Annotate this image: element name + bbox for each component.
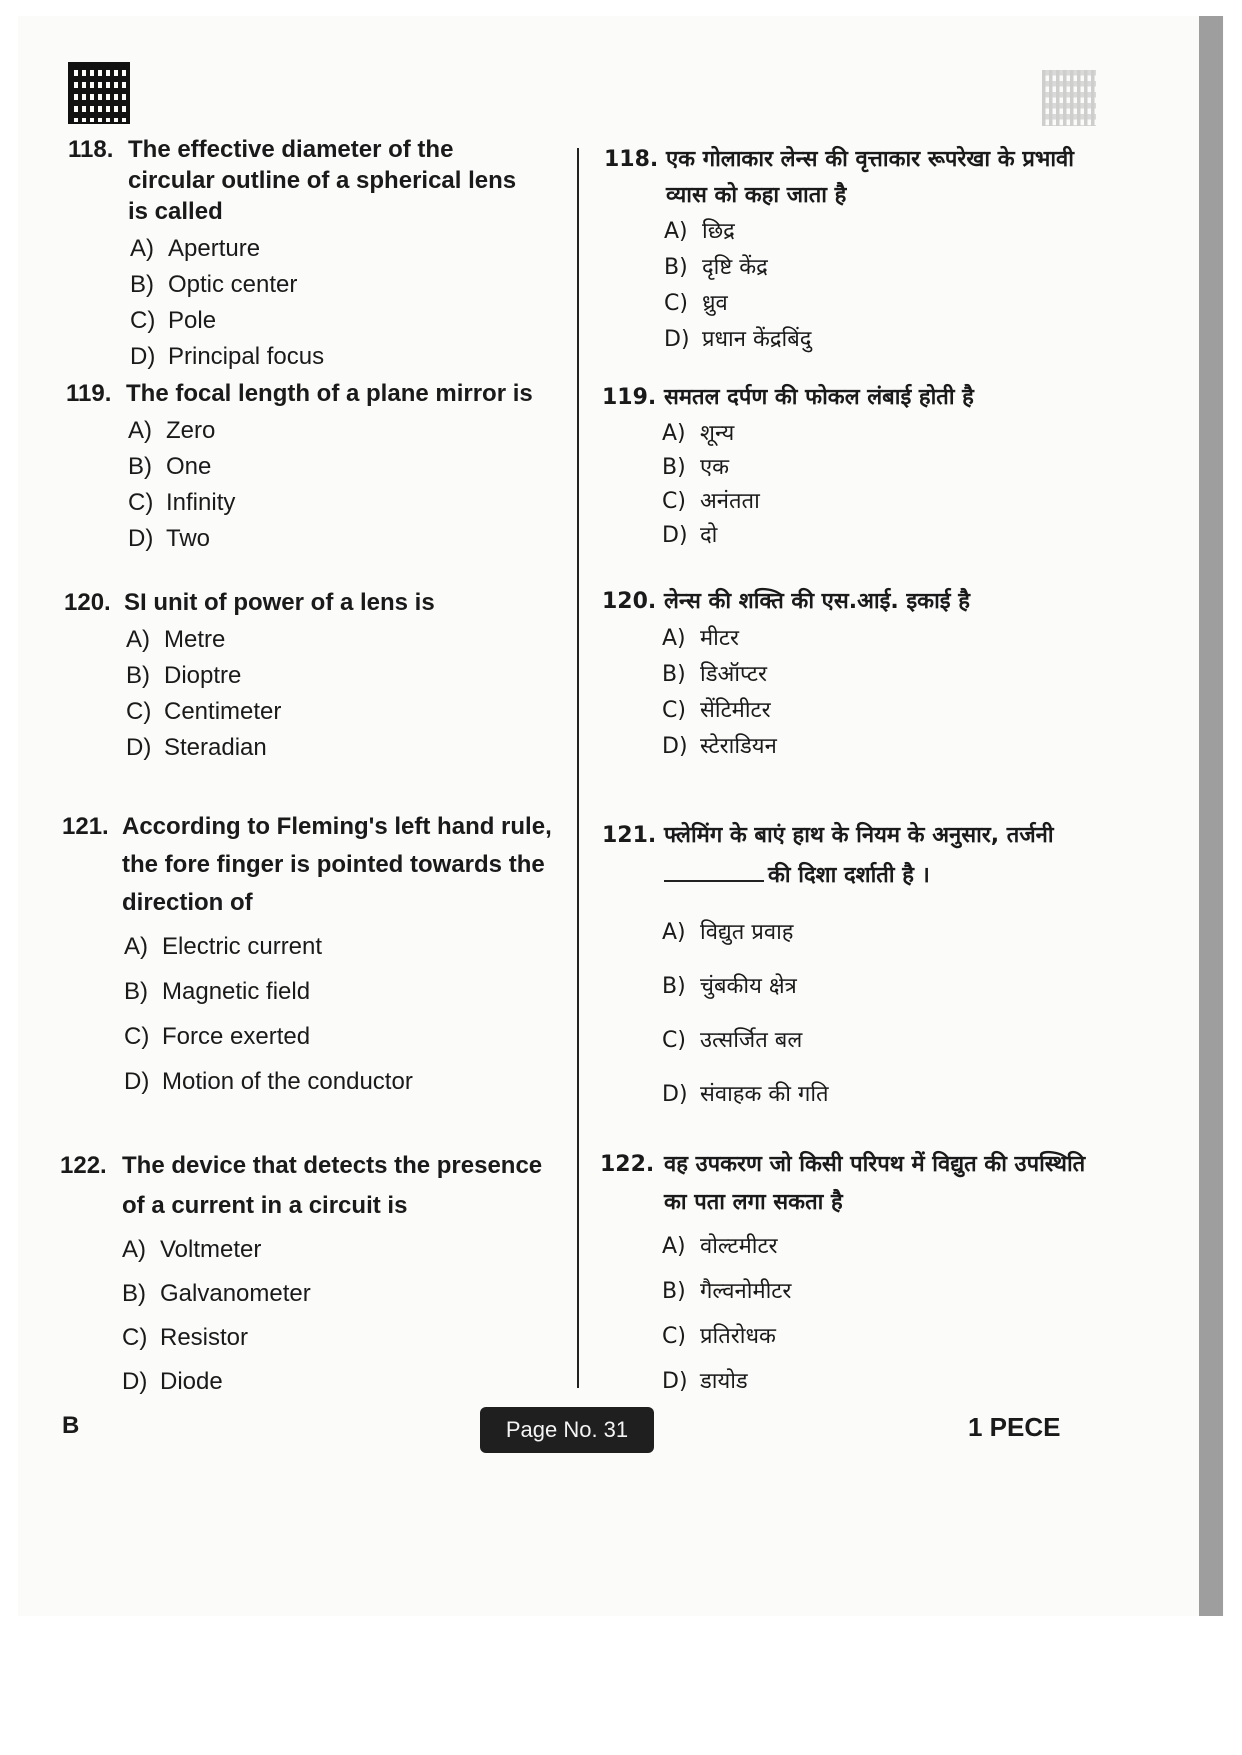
question-number: 122.: [600, 1152, 655, 1177]
question-number: 118.: [68, 136, 114, 163]
option-c: C) Pole: [130, 307, 217, 334]
option-b: B) एक: [662, 455, 730, 480]
question-number: 121.: [602, 823, 657, 848]
option-c: C) Resistor: [122, 1324, 249, 1351]
option-a: A) Voltmeter: [122, 1236, 262, 1263]
option-b: B) One: [128, 453, 212, 480]
option-a: A) वोल्टमीटर: [662, 1234, 778, 1259]
question-number: 122.: [60, 1152, 107, 1179]
option-a: A) Metre: [126, 626, 226, 653]
question-stem: वह उपकरण जो किसी परिपथ में विद्युत की उपस्थिति का पता लगा सकता है: [664, 1152, 1086, 1215]
option-a: A) विद्युत प्रवाह: [662, 920, 794, 945]
question-119-hi: [602, 382, 1102, 553]
option-b: B) गैल्वनोमीटर: [662, 1279, 792, 1304]
scan-edge: [1199, 16, 1223, 1616]
question-118-en: [68, 134, 538, 375]
question-120-hi: [602, 586, 1102, 765]
question-118-hi: [604, 142, 1104, 358]
question-stem: The effective diameter of the circular outline of a spherical lens is called: [128, 136, 517, 225]
question-121-hi: [602, 816, 1102, 1122]
question-stem: The focal length of a plane mirror is: [126, 380, 533, 407]
option-d: D) स्टेराडियन: [662, 734, 777, 759]
option-b: B) Optic center: [130, 271, 298, 298]
option-d: D) डायोड: [662, 1369, 748, 1394]
option-b: B) चुंबकीय क्षेत्र: [662, 974, 797, 999]
option-b: B) डिऑप्टर: [662, 662, 767, 687]
question-number: 120.: [602, 589, 657, 614]
option-c: C) Centimeter: [126, 698, 282, 725]
option-b: B) दृष्टि केंद्र: [664, 255, 768, 280]
qr-code-icon: [68, 62, 130, 124]
question-number: 119.: [602, 385, 657, 410]
question-119-en: [66, 378, 536, 557]
page-number-badge: Page No. 31: [480, 1407, 654, 1453]
option-a: A) Aperture: [130, 235, 261, 262]
option-c: C) Force exerted: [124, 1023, 311, 1050]
series-code: B: [62, 1412, 80, 1439]
faint-qr-code-icon: [1042, 70, 1096, 126]
option-d: D) प्रधान केंद्रबिंदु: [664, 327, 812, 352]
paper-code: 1 PECE: [968, 1412, 1061, 1442]
question-stem-line-1: फ्लेमिंग के बाएं हाथ के नियम के अनुसार, तर्जनी: [664, 823, 1054, 848]
question-stem: The device that detects the presence of a current in a circuit is: [122, 1152, 543, 1219]
question-stem: According to Fleming's left hand rule, the fore finger is pointed towards the direction of: [122, 813, 552, 916]
column-divider: [577, 148, 579, 1388]
question-stem: [664, 816, 1102, 896]
option-c: C) सेंटिमीटर: [662, 698, 771, 723]
option-c: C) Infinity: [128, 489, 236, 516]
option-a: A) मीटर: [662, 626, 739, 651]
option-b: B) Magnetic field: [124, 978, 311, 1005]
question-number: 118.: [604, 147, 659, 172]
question-122-hi: [600, 1146, 1100, 1404]
option-d: D) Diode: [122, 1368, 223, 1395]
question-122-en: [60, 1146, 550, 1404]
question-120-en: [64, 587, 534, 766]
question-121-en: [62, 808, 552, 1104]
question-stem: SI unit of power of a lens is: [124, 589, 435, 616]
option-b: B) Dioptre: [126, 662, 242, 689]
option-c: C) ध्रुव: [664, 291, 728, 316]
option-b: B) Galvanometer: [122, 1280, 311, 1307]
option-c: C) उत्सर्जित बल: [662, 1028, 803, 1053]
question-stem: लेन्स की शक्ति की एस.आई. इकाई है: [664, 589, 970, 614]
option-c: C) प्रतिरोधक: [662, 1324, 776, 1349]
option-d: D) दो: [662, 523, 718, 548]
option-a: A) Zero: [128, 417, 216, 444]
question-number: 119.: [66, 380, 112, 407]
option-a: A) शून्य: [662, 421, 735, 446]
option-d: D) Two: [128, 525, 211, 552]
question-stem: एक गोलाकार लेन्स की वृत्ताकार रूपरेखा के प्रभावी व्यास को कहा जाता है: [666, 147, 1074, 208]
option-a: A) Electric current: [124, 933, 323, 960]
option-a: A) छिद्र: [664, 219, 735, 244]
option-d: D) Motion of the conductor: [124, 1068, 413, 1095]
question-number: 120.: [64, 589, 111, 616]
option-d: D) Steradian: [126, 734, 267, 761]
question-number: 121.: [62, 813, 109, 840]
question-stem: समतल दर्पण की फोकल लंबाई होती है: [664, 385, 974, 410]
option-d: D) Principal focus: [130, 343, 325, 370]
option-c: C) अनंतता: [662, 489, 760, 514]
question-stem-line-2: की दिशा दर्शाती है ।: [664, 856, 1102, 896]
option-d: D) संवाहक की गति: [662, 1082, 829, 1107]
answer-blank: [664, 860, 764, 882]
